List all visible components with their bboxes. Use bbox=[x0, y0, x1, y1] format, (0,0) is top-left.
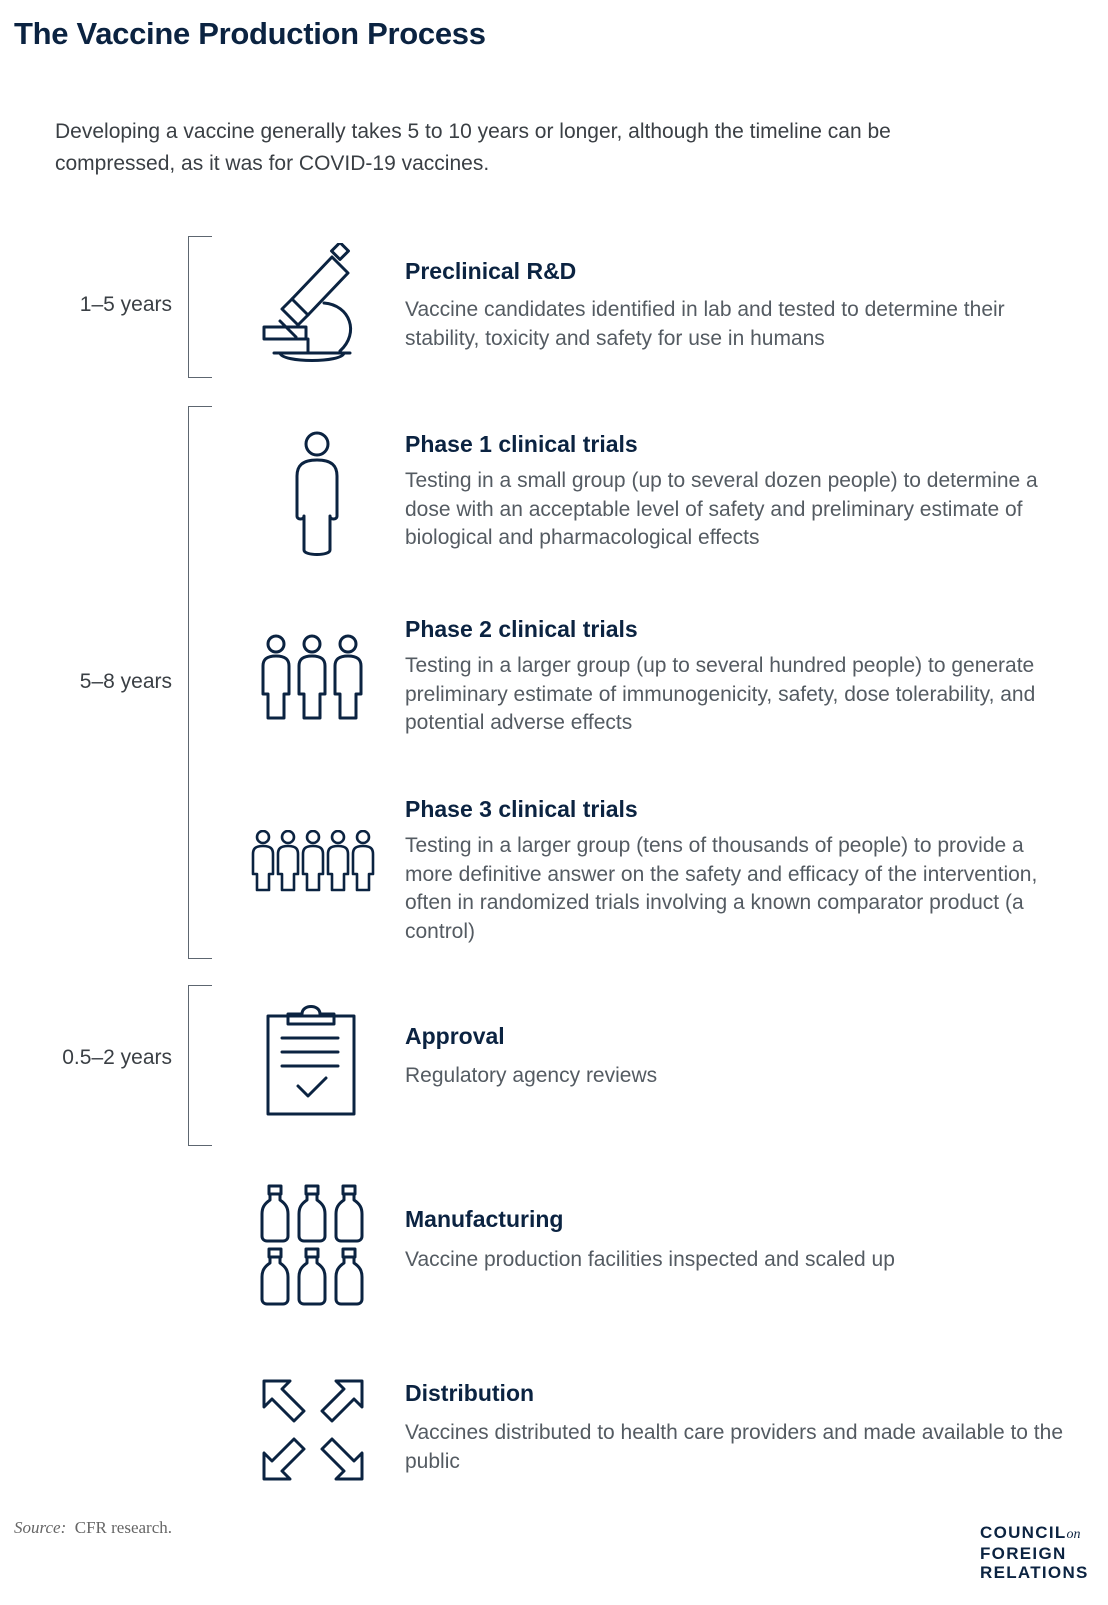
stage-title-preclinical: Preclinical R&D bbox=[405, 258, 577, 284]
logo-line2: FOREIGN bbox=[980, 1544, 1067, 1563]
cfr-logo bbox=[980, 1523, 1100, 1582]
timespan-label: 0.5–2 years bbox=[62, 1046, 172, 1069]
source-label: Source: bbox=[14, 1518, 67, 1537]
source-note bbox=[14, 1518, 172, 1538]
stage-title-approval: Approval bbox=[405, 1023, 505, 1049]
stage-desc-phase2: Testing in a larger group (up to several hundred people) to generate preliminary estimate of immunogenicity, safety, dose tolerability, and potential adverse effects bbox=[405, 654, 1036, 734]
microscope-icon bbox=[262, 243, 362, 368]
bracket-preclinical bbox=[188, 236, 212, 378]
person-icon bbox=[292, 430, 342, 558]
stage-title-phase3: Phase 3 clinical trials bbox=[405, 796, 638, 822]
timespan-label: 1–5 years bbox=[79, 293, 172, 316]
bracket-approval bbox=[188, 985, 212, 1146]
clipboard-check-icon bbox=[266, 1000, 358, 1118]
stage-title-phase1: Phase 1 clinical trials bbox=[405, 431, 638, 457]
stage-title-phase2: Phase 2 clinical trials bbox=[405, 616, 638, 642]
page-title: The Vaccine Production Process bbox=[14, 16, 486, 51]
logo-on: on bbox=[1066, 1527, 1081, 1542]
stage-desc-manufacturing: Vaccine production facilities inspected and scaled up bbox=[405, 1248, 895, 1271]
stage-desc-phase1: Testing in a small group (up to several dozen people) to determine a dose with an acceptable level of safety and preliminary estimate of biological and pharmacological effects bbox=[405, 469, 1038, 549]
logo-line1: COUNCIL bbox=[980, 1523, 1067, 1542]
stage-desc-phase3: Testing in a larger group (tens of thousands of people) to provide a more definitive answer on the safety and efficacy of the intervention, often in randomized trials involving a known comparator product (a control) bbox=[405, 834, 1038, 943]
intro-text: Developing a vaccine generally takes 5 to 10 years or longer, although the timeline can be compressed, as it was for COVID-19 vaccines. bbox=[55, 120, 891, 175]
five-people-icon bbox=[251, 830, 375, 894]
stage-title-manufacturing: Manufacturing bbox=[405, 1206, 564, 1232]
expand-arrows-icon bbox=[262, 1379, 364, 1481]
stage-desc-preclinical: Vaccine candidates identified in lab and tested to determine their stability, toxicity and safety for use in humans bbox=[405, 298, 1005, 350]
three-people-icon bbox=[260, 634, 366, 724]
stage-desc-approval: Regulatory agency reviews bbox=[405, 1064, 658, 1087]
bracket-clinical-trials bbox=[188, 406, 212, 959]
logo-line3: RELATIONS bbox=[980, 1563, 1089, 1582]
timespan-label: 5–8 years bbox=[79, 670, 172, 693]
stage-desc-distribution: Vaccines distributed to health care providers and made available to the public bbox=[405, 1421, 1064, 1473]
stage-title-distribution: Distribution bbox=[405, 1380, 535, 1406]
vials-icon bbox=[260, 1184, 366, 1306]
source-text: CFR research. bbox=[74, 1518, 173, 1537]
